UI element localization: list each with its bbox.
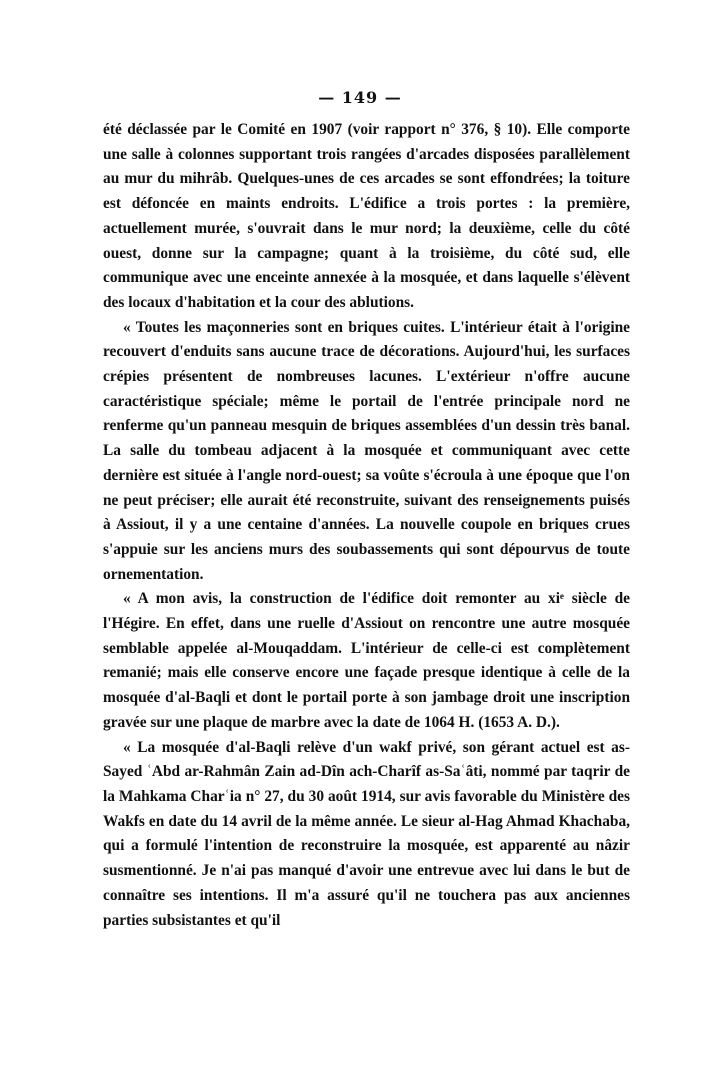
paragraph-2: « Toutes les maçonneries sont en briques cuites. L'intérieur était à l'origine recouvert d'enduits sans aucune trace de décorations. Aujourd'hui, les surfaces crépies présentent de nombreuses lacunes. L'extérieur n'offre aucune caractéristique spéciale; même le portail de l'entrée principale nord ne renferme qu'un panneau mesquin de briques assemblées d'un dessin très banal. La salle du tombeau adjacent à la mosquée et communiquant avec cette dernière est située à l'angle nord-ouest; sa voûte s'écroula à une époque que l'on ne peut préciser; elle aurait été reconstruite, suivant des renseignements puisés à Assiout, il y a une centaine d'années. La nouvelle coupole en briques crues s'appuie sur les anciens murs des soubassements qui sont dépourvus de toute ornementation. xyxy=(103,318,630,583)
body-text xyxy=(103,118,630,933)
paragraph-3: « A mon avis, la construction de l'édifice doit remonter au xiᵉ siècle de l'Hégire. En effet, dans une ruelle d'Assiout on rencontre une autre mosquée semblable appelée al-Mouqaddam. L'intérieur de celle-ci est complètement remanié; mais elle conserve encore une façade presque identique à celle de la mosquée d'al-Baqli et dont le portail porte à son jambage droit une inscription gravée sur une plaque de marbre avec la date de 1064 H. (1653 A. D.). xyxy=(103,590,630,731)
page-number: — 149 — xyxy=(318,88,402,107)
paragraph-4: « La mosquée d'al-Baqli relève d'un wakf privé, son gérant actuel est as-Sayed ʿAbd ar-Rahmân Zain ad-Dîn ach-Charîf as-Saʿâti, nommé par taqrir de la Mahkama Charʿia n° 27, du 30 août 1914, sur avis favorable du Ministère des Wakfs en date du 14 avril de la même année. Le sieur al-Hag Ahmad Khachaba, qui a formulé l'intention de reconstruire la mosquée, est apparenté au nâzir susmentionné. Je n'ai pas manqué d'avoir une entrevue avec lui dans le but de connaître ses intentions. Il m'a assuré qu'il ne touchera pas aux anciennes parties subsistantes et qu'il xyxy=(103,738,630,929)
paragraph-1: été déclassée par le Comité en 1907 (voir rapport n° 376, § 10). Elle comporte une salle à colonnes supportant trois rangées d'arcades disposées parallèlement au mur du mihrâb. Quelques-unes de ces arcades se sont effondrées; la toiture est défoncée en maints endroits. L'édifice a trois portes : la première, actuellement murée, s'ouvrait dans le mur nord; la deuxième, celle du côté ouest, donne sur la campagne; quant à la troisième, du côté sud, elle communique avec une enceinte annexée à la mosquée, et dans laquelle s'élèvent des locaux d'habitation et la cour des ablutions. xyxy=(103,121,630,311)
